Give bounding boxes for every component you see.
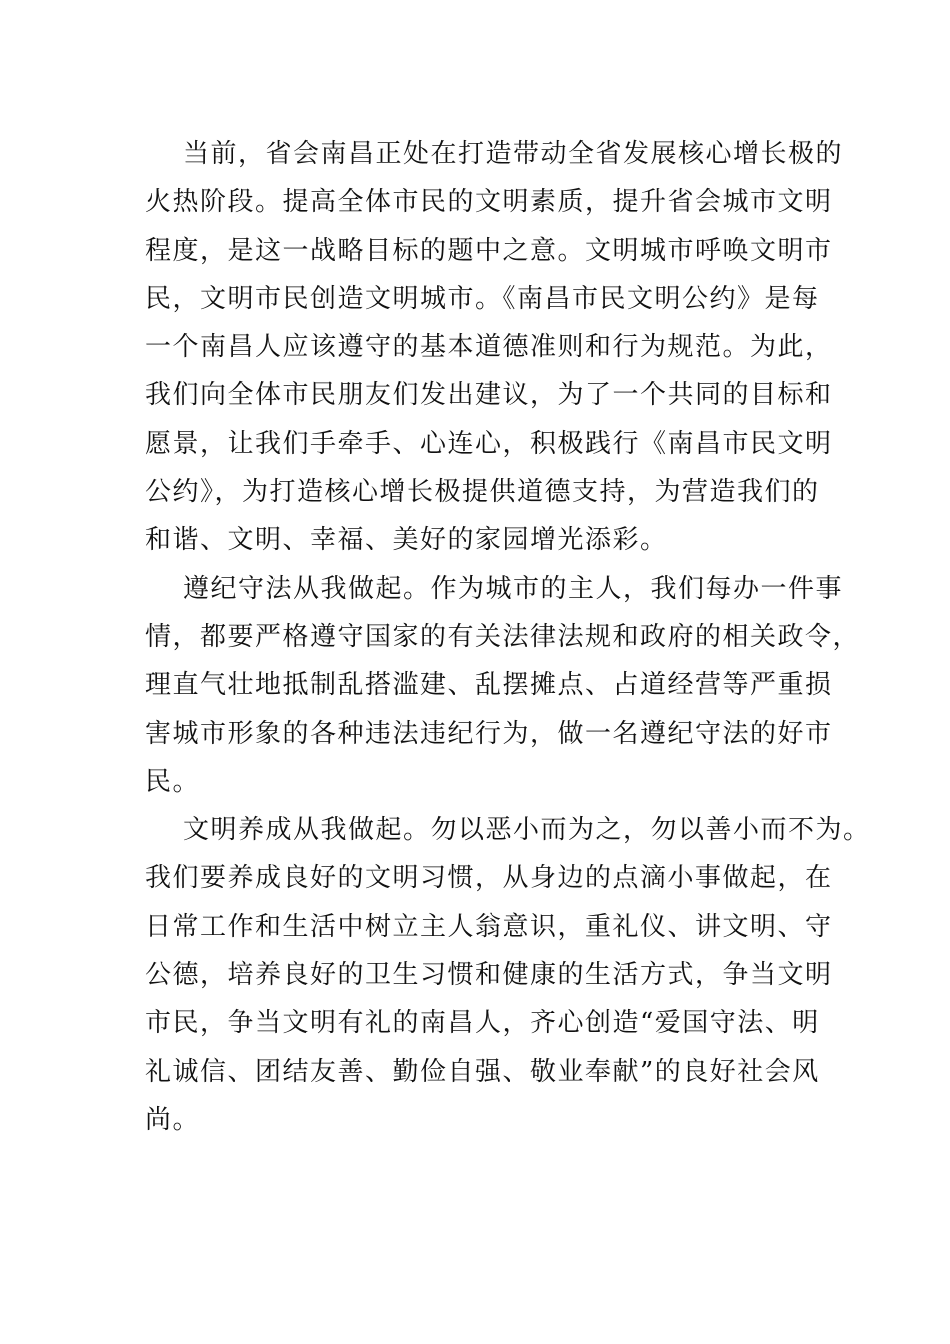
text-line: 礼诚信、团结友善、勤俭自强、敬业奉献”的良好社会风 <box>145 1056 820 1087</box>
text-line: 和谐、文明、幸福、美好的家园增光添彩。 <box>145 525 668 556</box>
text-line: 尚。 <box>145 1104 201 1135</box>
text-line: 害城市形象的各种违法违纪行为，做一名遵纪守法的好市 <box>145 718 833 749</box>
text-line: 我们向全体市民朋友们发出建议，为了一个共同的目标和 <box>145 380 833 411</box>
text-line: 一个南昌人应该遵守的基本道德准则和行为规范。为此， <box>145 332 833 363</box>
text-line: 民。 <box>145 766 201 797</box>
text-line: 情，都要严格遵守国家的有关法律法规和政府的相关政令， <box>145 621 861 652</box>
text-line: 市民，争当文明有礼的南昌人，齐心创造“爱国守法、明 <box>145 1008 820 1039</box>
document-body <box>145 130 871 1144</box>
text-line: 文明养成从我做起。勿以恶小而为之，勿以善小而不为。 <box>183 815 871 846</box>
text-line: 程度，是这一战略目标的题中之意。文明城市呼唤文明市 <box>145 235 833 266</box>
text-line: 愿景，让我们手牵手、心连心，积极践行《南昌市民文明 <box>145 428 833 459</box>
text-line: 公德，培养良好的卫生习惯和健康的生活方式，争当文明 <box>145 960 833 991</box>
text-line: 公约》，为打造核心增长极提供道德支持，为营造我们的 <box>145 477 820 508</box>
text-line: 我们要养成良好的文明习惯，从身边的点滴小事做起，在 <box>145 863 833 894</box>
paragraph-3 <box>145 806 871 1144</box>
text-line: 理直气壮地抵制乱搭滥建、乱摆摊点、占道经营等严重损 <box>145 670 833 701</box>
text-line: 遵纪守法从我做起。作为城市的主人，我们每办一件事 <box>183 573 844 604</box>
paragraph-1 <box>145 130 844 565</box>
text-line: 民，文明市民创造文明城市。《南昌市民文明公约》是每 <box>145 283 820 314</box>
text-line: 日常工作和生活中树立主人翁意识，重礼仪、讲文明、守 <box>145 911 833 942</box>
text-line: 当前，省会南昌正处在打造带动全省发展核心增长极的 <box>183 139 844 169</box>
text-line: 火热阶段。提高全体市民的文明素质，提升省会城市文明 <box>145 187 833 218</box>
paragraph-2 <box>145 565 861 806</box>
